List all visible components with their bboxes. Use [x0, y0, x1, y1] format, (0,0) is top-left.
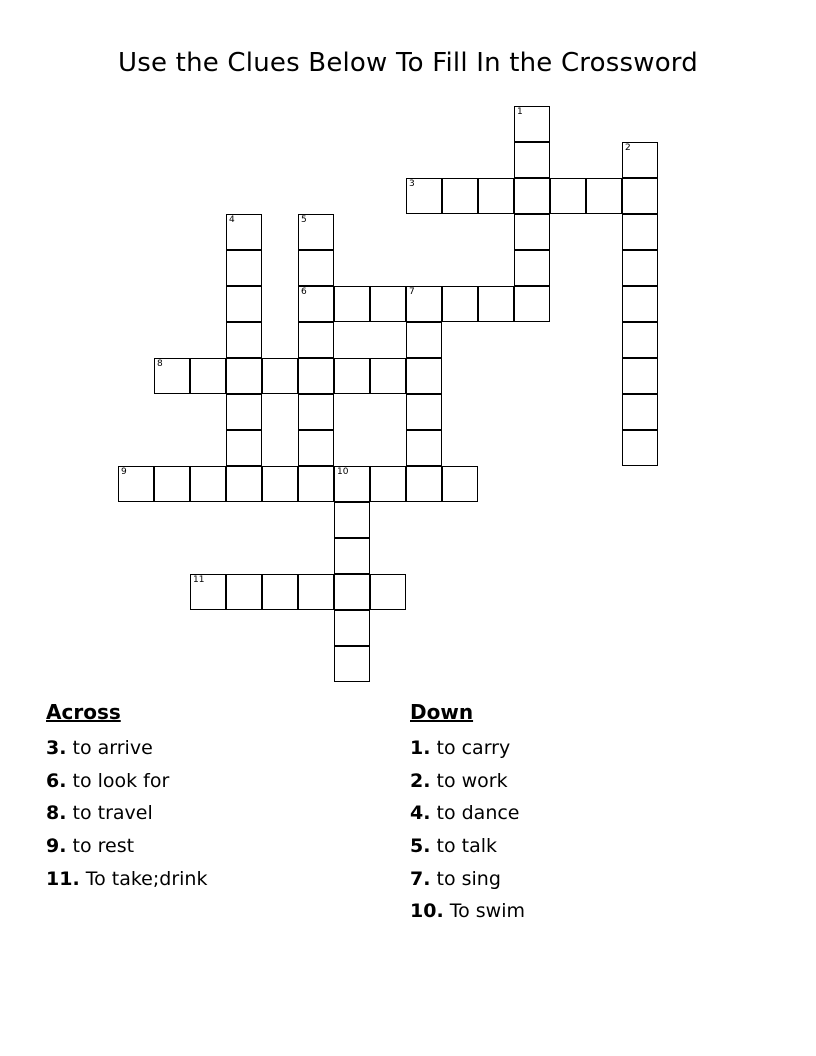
clue-text: To swim [449, 900, 525, 923]
crossword-cell[interactable] [406, 178, 442, 214]
crossword-cell[interactable] [370, 466, 406, 502]
across-heading: Across [46, 700, 121, 724]
cell-number: 5 [301, 215, 307, 225]
crossword-cell[interactable] [298, 214, 334, 250]
clue-item [410, 797, 750, 830]
crossword-cell[interactable] [334, 286, 370, 322]
crossword-cell[interactable] [334, 466, 370, 502]
crossword-cell[interactable] [514, 106, 550, 142]
crossword-cell[interactable] [514, 286, 550, 322]
across-clue-list [46, 732, 386, 895]
crossword-cell[interactable] [298, 250, 334, 286]
clue-item [46, 863, 386, 896]
crossword-cell[interactable] [442, 178, 478, 214]
crossword-cell[interactable] [622, 430, 658, 466]
cell-number: 4 [229, 215, 235, 225]
clue-number: 10. [410, 900, 444, 923]
crossword-cell[interactable] [586, 178, 622, 214]
crossword-cell[interactable] [622, 250, 658, 286]
crossword-cell[interactable] [226, 358, 262, 394]
crossword-cell[interactable] [622, 394, 658, 430]
crossword-cell[interactable] [442, 466, 478, 502]
clue-number: 1. [410, 737, 431, 759]
clue-number: 11. [46, 867, 80, 890]
cell-number: 1 [517, 107, 523, 117]
clue-item [410, 895, 750, 928]
cell-number: 3 [409, 179, 415, 189]
crossword-grid [0, 106, 816, 696]
clue-item [46, 830, 386, 863]
clue-number: 9. [46, 835, 67, 858]
clue-number: 6. [46, 769, 67, 792]
crossword-cell[interactable] [622, 142, 658, 178]
crossword-cell[interactable] [226, 430, 262, 466]
crossword-cell[interactable] [298, 574, 334, 610]
clues-section [0, 700, 816, 960]
cell-number: 9 [121, 467, 127, 477]
crossword-cell[interactable] [334, 574, 370, 610]
clue-number: 8. [46, 802, 67, 825]
down-clues-column [410, 700, 750, 928]
crossword-cell[interactable] [478, 178, 514, 214]
crossword-cell[interactable] [514, 250, 550, 286]
crossword-cell[interactable] [334, 358, 370, 394]
clue-number: 3. [46, 737, 67, 759]
clue-text: to look for [72, 769, 170, 792]
crossword-cell[interactable] [406, 322, 442, 358]
crossword-cell[interactable] [190, 574, 226, 610]
crossword-cell[interactable] [298, 466, 334, 502]
clue-text: to sing [436, 867, 501, 890]
cell-number: 7 [409, 287, 415, 297]
crossword-cell[interactable] [622, 322, 658, 358]
crossword-cell[interactable] [406, 394, 442, 430]
crossword-cell[interactable] [226, 394, 262, 430]
crossword-cell[interactable] [226, 250, 262, 286]
crossword-cell[interactable] [406, 286, 442, 322]
crossword-cell[interactable] [334, 610, 370, 646]
clue-number: 4. [410, 802, 431, 825]
crossword-cell[interactable] [622, 286, 658, 322]
crossword-cell[interactable] [514, 142, 550, 178]
crossword-cell[interactable] [118, 466, 154, 502]
crossword-cell[interactable] [622, 178, 658, 214]
clue-text: to rest [72, 835, 135, 858]
crossword-cell[interactable] [190, 466, 226, 502]
crossword-cell[interactable] [226, 286, 262, 322]
across-clues-column [46, 700, 386, 895]
crossword-cell[interactable] [442, 286, 478, 322]
down-clue-list [410, 732, 750, 928]
crossword-cell[interactable] [334, 646, 370, 682]
clue-item [410, 863, 750, 896]
clue-text: To take;drink [85, 867, 208, 890]
clue-text: to talk [436, 835, 497, 858]
crossword-cell[interactable] [262, 574, 298, 610]
crossword-cell[interactable] [190, 358, 226, 394]
clue-text: to carry [436, 737, 511, 759]
crossword-cell[interactable] [550, 178, 586, 214]
clue-item [410, 830, 750, 863]
crossword-cell[interactable] [226, 322, 262, 358]
crossword-cell[interactable] [370, 574, 406, 610]
clue-item [46, 765, 386, 798]
cell-number: 2 [625, 143, 631, 153]
crossword-cell[interactable] [622, 214, 658, 250]
crossword-cell[interactable] [334, 538, 370, 574]
clue-item [410, 765, 750, 798]
clue-item [410, 732, 750, 765]
crossword-cell[interactable] [226, 214, 262, 250]
crossword-cell[interactable] [154, 358, 190, 394]
crossword-cell[interactable] [298, 322, 334, 358]
crossword-cell[interactable] [298, 430, 334, 466]
crossword-cell[interactable] [334, 502, 370, 538]
crossword-cell[interactable] [622, 358, 658, 394]
cell-number: 11 [193, 575, 205, 585]
crossword-cell[interactable] [226, 574, 262, 610]
crossword-cell[interactable] [514, 178, 550, 214]
cell-number: 10 [337, 467, 349, 477]
crossword-cell[interactable] [406, 430, 442, 466]
page-title: Use the Clues Below To Fill In the Crossword [118, 48, 698, 78]
crossword-cell[interactable] [298, 394, 334, 430]
crossword-cell[interactable] [226, 466, 262, 502]
clue-item [46, 797, 386, 830]
clue-number: 2. [410, 769, 431, 792]
clue-text: to dance [436, 802, 520, 825]
clue-text: to work [436, 769, 508, 792]
crossword-cell[interactable] [262, 466, 298, 502]
crossword-cell[interactable] [298, 286, 334, 322]
clue-number: 5. [410, 835, 431, 858]
crossword-cell[interactable] [298, 358, 334, 394]
crossword-cell[interactable] [514, 214, 550, 250]
crossword-cell[interactable] [406, 358, 442, 394]
crossword-cell[interactable] [370, 286, 406, 322]
crossword-cell[interactable] [262, 358, 298, 394]
down-heading: Down [410, 700, 474, 724]
cell-number: 8 [157, 359, 163, 369]
crossword-cell[interactable] [154, 466, 190, 502]
clue-item [46, 732, 386, 765]
clue-text: to arrive [72, 737, 153, 759]
crossword-cell[interactable] [370, 358, 406, 394]
crossword-cell[interactable] [406, 466, 442, 502]
clue-number: 7. [410, 867, 431, 890]
cell-number: 6 [301, 287, 307, 297]
clue-text: to travel [72, 802, 153, 825]
crossword-cell[interactable] [478, 286, 514, 322]
